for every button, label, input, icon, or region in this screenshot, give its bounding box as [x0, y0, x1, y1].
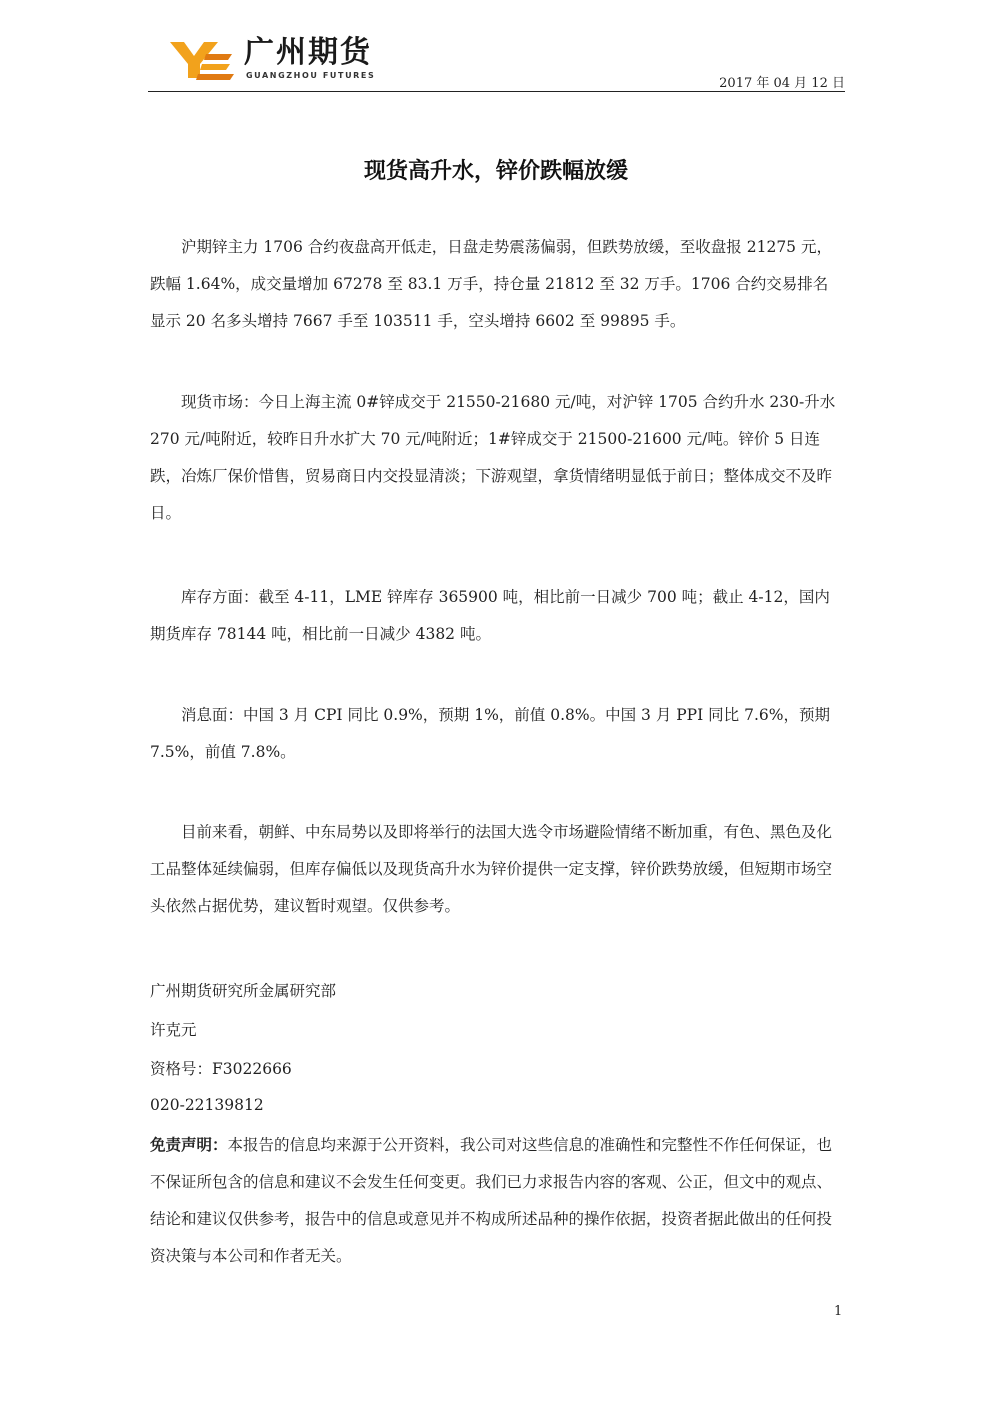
author-license: 资格号：F3022666 — [150, 1060, 292, 1078]
paragraph-inventory: 库存方面：截至 4-11，LME 锌库存 365900 吨，相比前一日减少 700 吨；截止 4-12，国内期货库存 78144 吨，相比前一日减少 4382 吨。 — [150, 588, 830, 643]
logo-chinese-name: 广州期货 — [244, 35, 372, 70]
paragraph-spot-market: 现货市场：今日上海主流 0#锌成交于 21550-21680 元/吨，对沪锌 1705 合约升水 230-升水 270 元/吨附近，较昨日升水扩大 70 元/吨附近；1#锌成交于 21500-21600 元/吨。锌价 5 日连跌，冶炼厂保价惜售，贸易商日内交投显清淡；下游观望，拿货情绪明显低于前日；整体成交不及昨日。 — [150, 393, 836, 522]
page-number: 1 — [834, 1304, 843, 1319]
paragraph-outlook: 目前来看，朝鲜、中东局势以及即将举行的法国大选令市场避险情绪不断加重，有色、黑色及化工品整体延续偏弱，但库存偏低以及现货高升水为锌价提供一定支撑，锌价跌势放缓，但短期市场空头依然占据优势，建议暂时观望。仅供参考。 — [150, 823, 833, 915]
author-phone: 020-22139812 — [150, 1096, 264, 1114]
disclaimer — [150, 1126, 842, 1275]
logo-english-name: GUANGZHOU FUTURES — [246, 71, 376, 80]
author-department: 广州期货研究所金属研究部 — [150, 982, 337, 1000]
paragraph-futures: 沪期锌主力 1706 合约夜盘高开低走，日盘走势震荡偏弱，但跌势放缓，至收盘报 21275 元，跌幅 1.64%，成交量增加 67278 至 83.1 万手，持仓量 21812 至 32 万手。1706 合约交易排名显示 20 名多头增持 7667 手至 103511 手，空头增持 6602 至 99895 手。 — [150, 238, 832, 330]
author-name: 许克元 — [150, 1021, 197, 1039]
header-divider — [148, 91, 845, 92]
disclaimer-label: 免责声明： — [150, 1135, 228, 1154]
paragraph-news: 消息面：中国 3 月 CPI 同比 0.9%，预期 1%，前值 0.8%。中国 3 月 PPI 同比 7.6%，预期 7.5%，前值 7.8%。 — [150, 706, 830, 761]
report-title: 现货高升水，锌价跌幅放缓 — [363, 159, 628, 184]
page-header — [148, 34, 845, 94]
disclaimer-text: 本报告的信息均来源于公开资料，我公司对这些信息的准确性和完整性不作任何保证，也不保证所包含的信息和建议不会发生任何变更。我们已力求报告内容的客观、公正，但文中的观点、结论和建议仅供参考，报告中的信息或意见并不构成所述品种的操作依据，投资者据此做出的任何投资决策与本公司和作者无关。 — [150, 1136, 833, 1265]
report-date: 2017 年 04 月 12 日 — [719, 76, 845, 91]
company-logo-icon — [170, 40, 234, 80]
